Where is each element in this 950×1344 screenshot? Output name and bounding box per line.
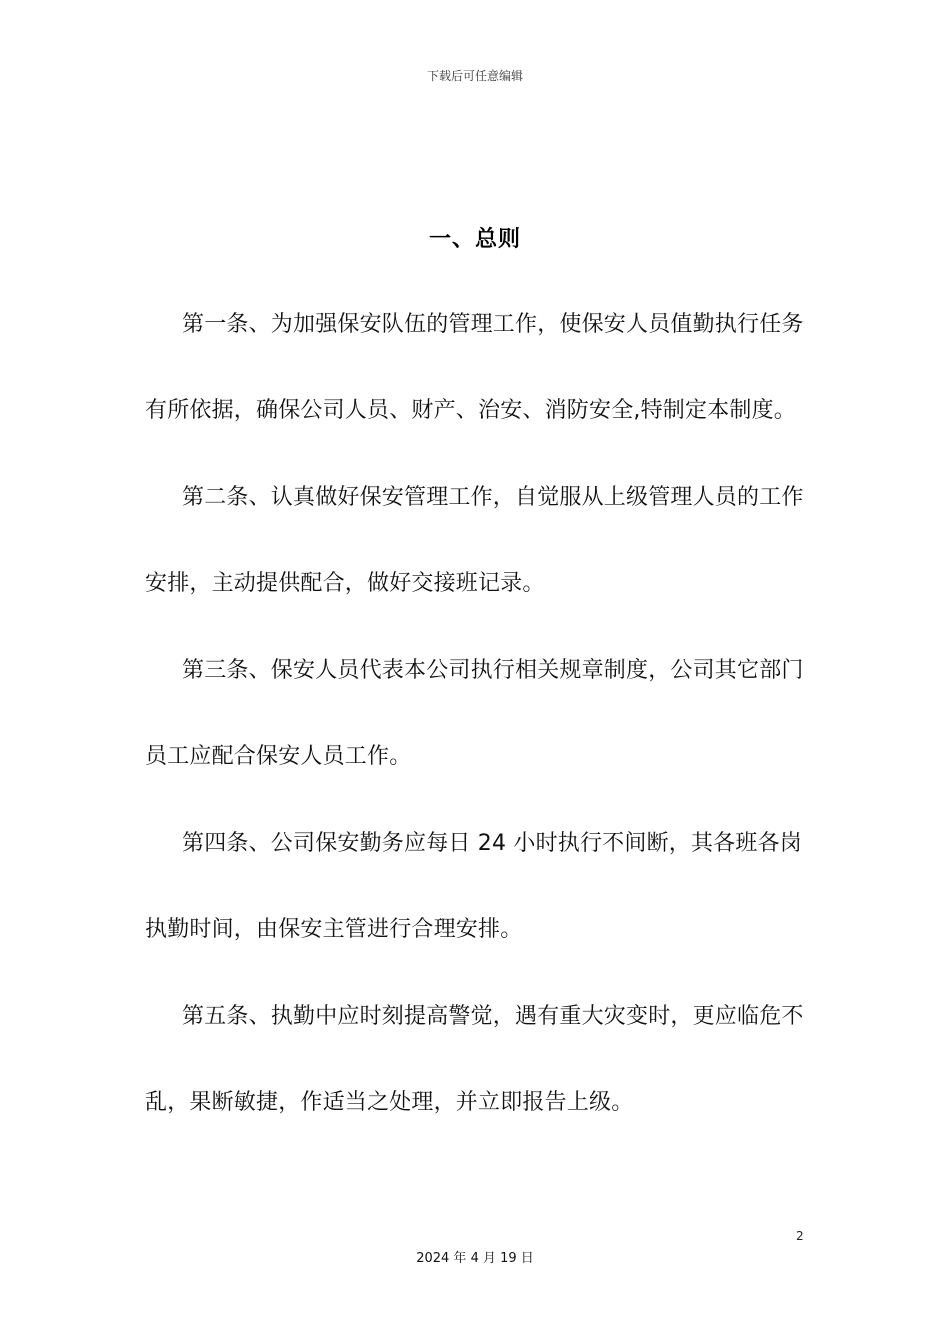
page-number: 2	[796, 1229, 804, 1243]
header-note: 下载后可任意编辑	[426, 69, 523, 83]
section-title: 一、总则	[428, 227, 521, 252]
document-body	[145, 282, 805, 1147]
article-2: 第二条、认真做好保安管理工作，自觉服从上级管理人员的工作安排，主动提供配合，做好交接班记录。	[145, 485, 804, 596]
article-1: 第一条、为加强保安队伍的管理工作，使保安人员值勤执行任务有所依据，确保公司人员、财产、治安、消防安全,特制定本制度。	[145, 312, 804, 423]
footer-date: 2024 年 4 月 19 日	[416, 1251, 534, 1266]
article-4: 第四条、公司保安勤务应每日 24 小时执行不间断，其各班各岗执勤时间，由保安主管进行合理安排。	[145, 831, 802, 942]
article-3: 第三条、保安人员代表本公司执行相关规章制度，公司其它部门员工应配合保安人员工作。	[145, 658, 804, 769]
article-5: 第五条、执勤中应时刻提高警觉，遇有重大灾变时，更应临危不乱，果断敏捷，作适当之处理，并立即报告上级。	[145, 1004, 804, 1115]
